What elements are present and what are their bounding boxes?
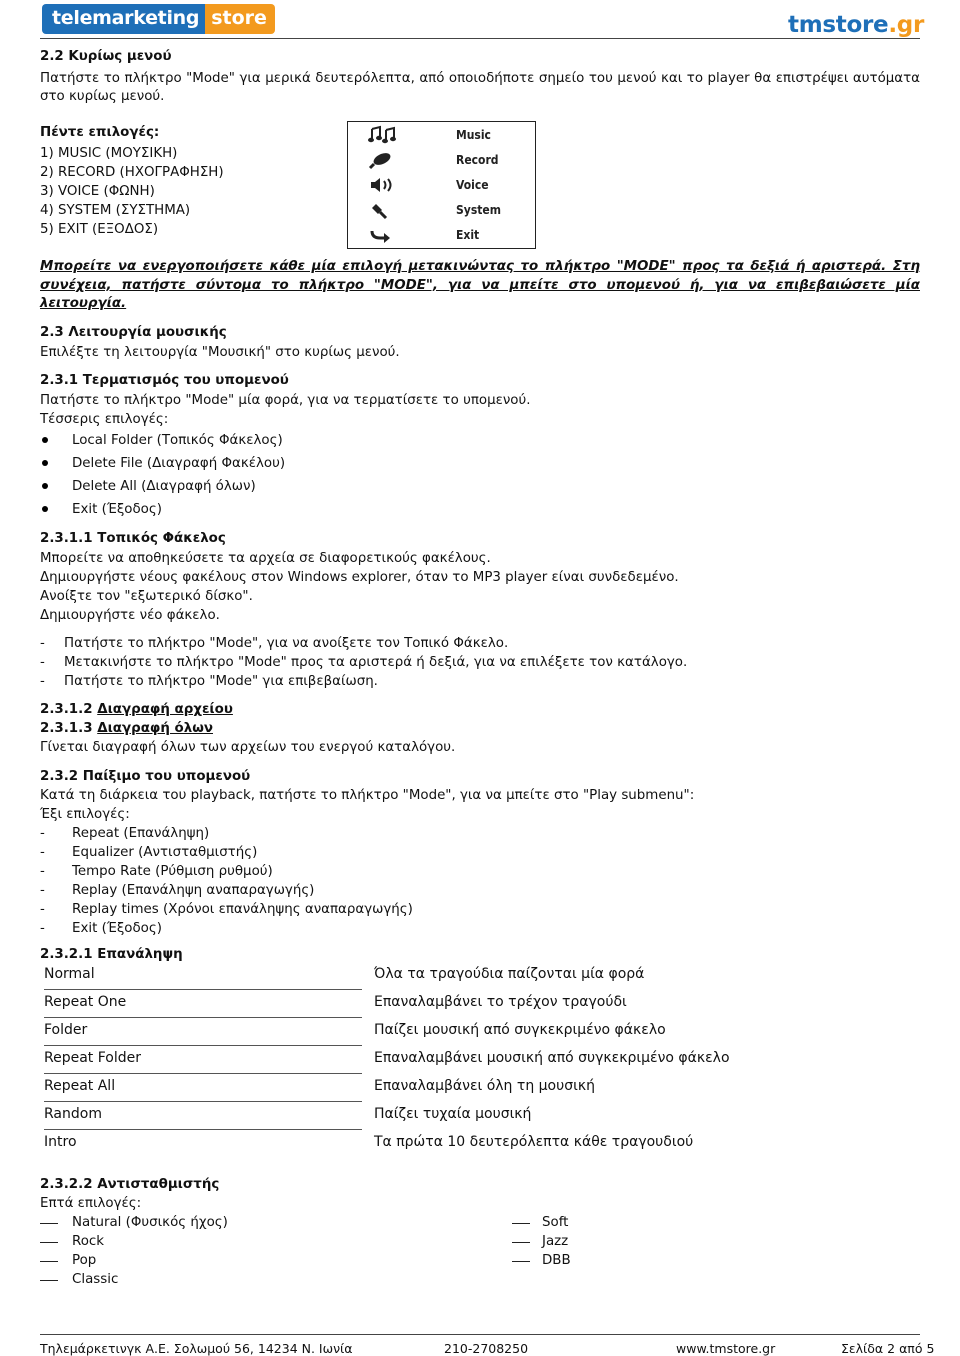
section-2-3-1-title: 2.3.1 Τερματισμός του υπομενού: [40, 373, 289, 388]
mode-key-note: Μπορείτε να ενεργοποιήσετε κάθε μία επιλογή μετακινώντας το πλήκτρο "MODE" προς τα δεξιά ή αριστερά. Στη συνέχεια, πατήστε σύντομα το πλήκτρο "MODE", για να μπείτε στο υπομενού ή, για να επιβεβαιώσετε μία λειτουργία.: [40, 259, 920, 311]
section-2-3-1-3-number: 2.3.1.3: [40, 721, 98, 736]
mode-name-cell: [38, 1045, 368, 1073]
bullet-dot: [42, 506, 48, 512]
telemarketing-store-logo: [42, 4, 275, 34]
mode-name: Repeat All: [44, 1073, 362, 1094]
main-option-3: 3) VOICE (ΦΩΝΗ): [40, 184, 155, 199]
list-dash: [40, 1280, 58, 1281]
main-menu-screenshot: [347, 121, 536, 249]
list-dash: [512, 1223, 530, 1224]
menu-label-voice: Voice: [456, 178, 489, 192]
item-dash: -: [40, 902, 45, 917]
section-2-3-2-para: Κατά τη διάρκεια του playback, πατήστε το πλήκτρο "Mode", για να μπείτε στο "Play submenu":: [40, 788, 695, 803]
mode-description: Παίζει τυχαία μουσική: [374, 1106, 532, 1122]
bullet-dot: [42, 483, 48, 489]
bullet-dot: [42, 460, 48, 466]
section-2-3-1-2-title: [40, 701, 233, 719]
seven-options-label: Επτά επιλογές:: [40, 1196, 142, 1211]
eq-preset-rock: Rock: [72, 1234, 105, 1249]
section-2-3-1-1-title: 2.3.1.1 Τοπικός Φάκελος: [40, 531, 226, 546]
section-2-3-1-3-para: Γίνεται διαγραφή όλων των αρχείων του ενεργού καταλόγου.: [40, 740, 456, 755]
mode-name: Random: [44, 1101, 362, 1122]
step-dash: -: [40, 655, 45, 670]
table-row: [38, 1129, 920, 1157]
mode-name: Folder: [44, 1017, 362, 1038]
microphone-icon: [368, 150, 398, 170]
logo-telemarketing-text: telemarketing: [42, 4, 205, 34]
list-dash: [40, 1223, 58, 1224]
bullet-dot: [42, 437, 48, 443]
play-submenu-item-exit: Exit (Έξοδος): [72, 921, 162, 936]
play-submenu-item-replay-times: Replay times (Χρόνοι επανάληψης αναπαραγωγής): [72, 902, 413, 917]
mode-name: Repeat Folder: [44, 1045, 362, 1066]
logo-gr-text: .gr: [888, 12, 924, 38]
list-dash: [40, 1242, 58, 1243]
section-2-3-2-2-title: 2.3.2.2 Αντισταθμιστής: [40, 1177, 220, 1192]
play-submenu-item-repeat: Repeat (Επανάληψη): [72, 826, 210, 841]
item-dash: -: [40, 845, 45, 860]
section-2-3-1-para: Πατήστε το πλήκτρο "Mode" μία φορά, για να τερματίσετε το υπομενού.: [40, 393, 531, 408]
main-option-2: 2) RECORD (ΗΧΟΓΡΑΦΗΣΗ): [40, 165, 224, 180]
item-dash: -: [40, 864, 45, 879]
section-2-3-1-2-number: 2.3.1.2: [40, 702, 98, 717]
menu-row-exit: [348, 223, 535, 248]
logo-store-text: store: [205, 4, 275, 34]
local-folder-step-1: Πατήστε το πλήκτρο "Mode", για να ανοίξετε τον Τοπικό Φάκελο.: [64, 636, 509, 651]
main-option-1: 1) MUSIC (ΜΟΥΣΙΚΗ): [40, 146, 178, 161]
submenu-item-local-folder: Local Folder (Τοπικός Φάκελος): [72, 433, 283, 448]
eq-preset-jazz: Jazz: [542, 1234, 569, 1249]
main-option-5: 5) EXIT (ΕΞΟΔΟΣ): [40, 222, 159, 237]
mode-description: Τα πρώτα 10 δευτερόλεπτα κάθε τραγουδιού: [374, 1134, 694, 1150]
step-dash: -: [40, 674, 45, 689]
mode-description: Επαναλαμβάνει μουσική από συγκεκριμένο φάκελο: [374, 1050, 730, 1066]
list-dash: [40, 1261, 58, 1262]
menu-label-record: Record: [456, 153, 499, 167]
item-dash: -: [40, 921, 45, 936]
menu-row-system: [348, 198, 535, 223]
menu-label-music: Music: [456, 128, 491, 142]
mode-name-cell: [38, 1017, 368, 1045]
local-folder-line-4: Δημιουργήστε νέο φάκελο.: [40, 608, 220, 623]
header-rule: [40, 38, 920, 39]
five-options-label: Πέντε επιλογές:: [40, 125, 160, 140]
menu-row-voice: [348, 173, 535, 198]
menu-label-system: System: [456, 203, 501, 217]
mode-description: Όλα τα τραγούδια παίζονται μία φορά: [374, 966, 645, 982]
step-dash: -: [40, 636, 45, 651]
submenu-item-delete-file: Delete File (Διαγραφή Φακέλου): [72, 456, 286, 471]
wrench-icon: [368, 200, 398, 220]
table-row: [38, 989, 920, 1017]
repeat-modes-table: [38, 961, 920, 1157]
local-folder-step-2: Μετακινήστε το πλήκτρο "Mode" προς τα αριστερά ή δεξιά, για να επιλέξετε τον κατάλογο.: [64, 655, 688, 670]
mode-name-cell: [38, 989, 368, 1017]
page-header: [0, 0, 960, 42]
section-2-3-1-3-title: [40, 720, 213, 738]
item-dash: -: [40, 826, 45, 841]
menu-row-music: [348, 123, 535, 148]
mode-description: Επαναλαμβάνει όλη τη μουσική: [374, 1078, 595, 1094]
local-folder-line-1: Μπορείτε να αποθηκεύσετε τα αρχεία σε διαφορετικούς φακέλους.: [40, 551, 491, 566]
mode-name-cell: [38, 1129, 368, 1157]
logo-tmstore-text: tmstore: [788, 12, 889, 38]
local-folder-line-3: Ανοίξτε τον "εξωτερικό δίσκο".: [40, 589, 253, 604]
table-row: [38, 1045, 920, 1073]
mode-name: Intro: [44, 1129, 362, 1150]
play-submenu-item-equalizer: Equalizer (Αντισταθμιστής): [72, 845, 258, 860]
tmstore-logo: [788, 12, 924, 38]
section-2-3-2-title: 2.3.2 Παίξιμο του υπομενού: [40, 769, 251, 784]
mode-name: Repeat One: [44, 989, 362, 1010]
table-row: [38, 1073, 920, 1101]
section-2-3-1-2-text: Διαγραφή αρχείου: [97, 702, 233, 717]
mode-name: Normal: [44, 966, 95, 982]
submenu-item-exit: Exit (Έξοδος): [72, 502, 162, 517]
local-folder-line-2: Δημιουργήστε νέους φακέλους στον Windows explorer, όταν το MP3 player είναι συνδεδεμένο.: [40, 570, 679, 585]
footer-rule: [40, 1334, 920, 1335]
footer-page-number: Σελίδα 2 από 5: [841, 1341, 935, 1356]
music-notes-icon: [368, 125, 398, 145]
section-2-2-para: Πατήστε το πλήκτρο "Mode" για μερικά δευτερόλεπτα, από οποιοδήποτε σημείο του μενού και το player θα επιστρέψει αυτόματα στο κυρίως μενού.: [40, 71, 920, 104]
list-dash: [512, 1242, 530, 1243]
eq-preset-pop: Pop: [72, 1253, 97, 1268]
footer-phone: 210-2708250: [444, 1341, 529, 1356]
section-2-3-2-1-title: 2.3.2.1 Επανάληψη: [40, 947, 183, 962]
mode-description: Επαναλαμβάνει το τρέχον τραγούδι: [374, 994, 627, 1010]
play-submenu-item-replay: Replay (Επανάληψη αναπαραγωγής): [72, 883, 315, 898]
return-arrow-icon: [368, 225, 398, 245]
submenu-item-delete-all: Delete All (Διαγραφή όλων): [72, 479, 256, 494]
table-row: [38, 1017, 920, 1045]
section-2-3-1-3-text: Διαγραφή όλων: [97, 721, 213, 736]
footer-website: www.tmstore.gr: [676, 1341, 776, 1356]
eq-preset-classic: Classic: [72, 1272, 119, 1287]
mode-description: Παίζει μουσική από συγκεκριμένο φάκελο: [374, 1022, 666, 1038]
table-row: [38, 1101, 920, 1129]
section-2-2-title: 2.2 Κυρίως μενού: [40, 49, 172, 64]
menu-label-exit: Exit: [456, 228, 480, 242]
item-dash: -: [40, 883, 45, 898]
local-folder-step-3: Πατήστε το πλήκτρο "Mode" για επιβεβαίωση.: [64, 674, 378, 689]
eq-preset-soft: Soft: [542, 1215, 569, 1230]
footer-company: Τηλεμάρκετινγκ Α.Ε. Σολωμού 56, 14234 Ν. Ιωνία: [40, 1341, 353, 1356]
main-option-4: 4) SYSTEM (ΣΥΣΤΗΜΑ): [40, 203, 191, 218]
section-2-3-para: Επιλέξτε τη λειτουργία "Μουσική" στο κυρίως μενού.: [40, 345, 400, 360]
six-options-label: Έξι επιλογές:: [40, 807, 130, 822]
eq-preset-natural: Natural (Φυσικός ήχος): [72, 1215, 228, 1230]
menu-row-record: [348, 148, 535, 173]
list-dash: [512, 1261, 530, 1262]
eq-preset-dbb: DBB: [542, 1253, 571, 1268]
section-2-3-title: 2.3 Λειτουργία μουσικής: [40, 325, 227, 340]
mode-name-cell: [38, 1101, 368, 1129]
speaker-icon: [368, 175, 398, 195]
four-options-label: Τέσσερις επιλογές:: [40, 412, 169, 427]
table-row: [38, 961, 920, 989]
mode-name-cell: [38, 1073, 368, 1101]
play-submenu-item-tempo: Tempo Rate (Ρύθμιση ρυθμού): [72, 864, 273, 879]
